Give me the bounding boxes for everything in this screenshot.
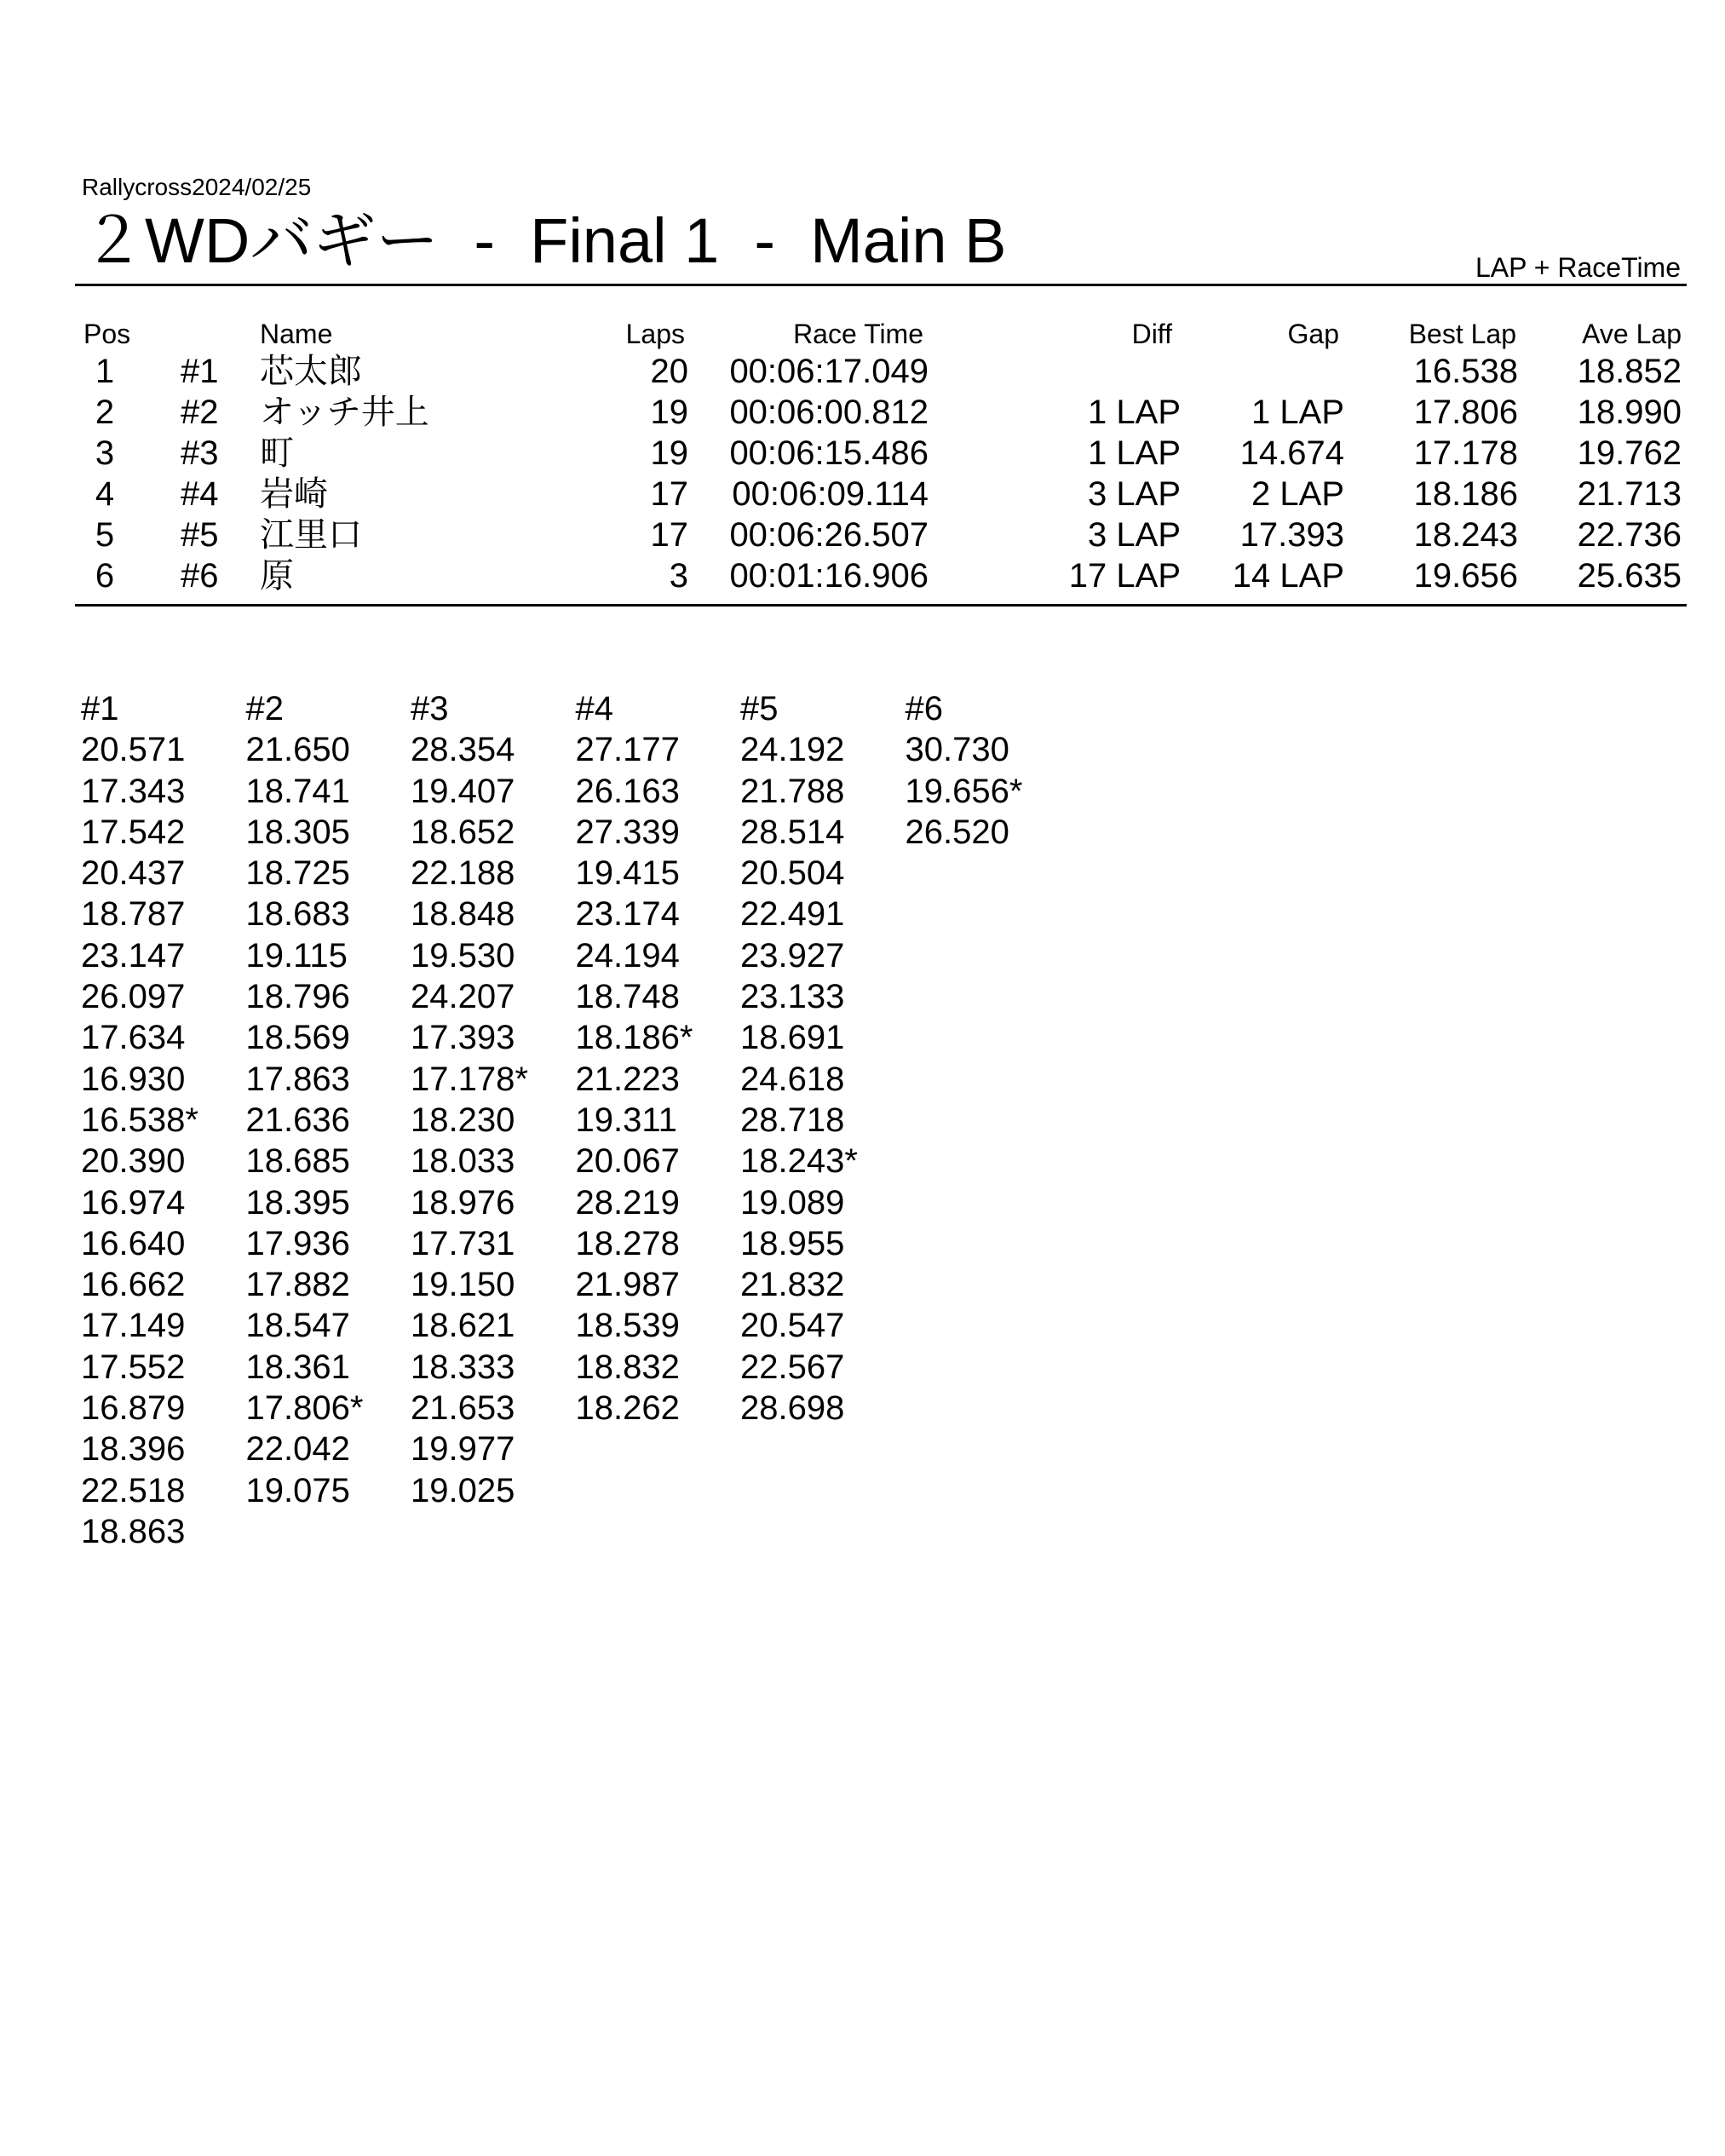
results-header-row bbox=[75, 317, 1687, 351]
lap-time: 21.832 bbox=[740, 1266, 845, 1304]
lap-time: 27.339 bbox=[575, 813, 680, 851]
lap-time: 22.042 bbox=[245, 1430, 350, 1469]
lap-time: 21.223 bbox=[575, 1060, 680, 1098]
lap-column bbox=[246, 688, 408, 1511]
lap-time: 21.987 bbox=[575, 1266, 680, 1304]
lap-time: 17.542 bbox=[81, 813, 186, 851]
lap-time: 18.395 bbox=[245, 1183, 350, 1222]
lap-column-car-number: #1 bbox=[81, 690, 119, 727]
event-label: Rallycross2024/02/25 bbox=[82, 174, 312, 200]
result-ave-lap: 18.990 bbox=[1577, 394, 1682, 431]
result-pos: 4 bbox=[95, 475, 115, 513]
result-pos: 6 bbox=[95, 557, 115, 595]
lap-time: 18.361 bbox=[245, 1348, 350, 1386]
result-row bbox=[75, 433, 1687, 474]
result-best-lap: 17.806 bbox=[1413, 394, 1518, 431]
col-header-pos: Pos bbox=[83, 319, 131, 349]
lap-time: 18.691 bbox=[740, 1019, 845, 1057]
lap-time: 20.390 bbox=[81, 1142, 186, 1181]
lap-time: 18.262 bbox=[575, 1389, 680, 1428]
lap-time: 17.863 bbox=[245, 1060, 350, 1098]
lap-time: 20.547 bbox=[740, 1307, 845, 1345]
lap-time: 17.806* bbox=[245, 1389, 364, 1428]
lap-time: 22.188 bbox=[411, 854, 515, 893]
lap-column-car-number: #4 bbox=[575, 690, 613, 727]
result-race-time: 00:06:15.486 bbox=[729, 434, 929, 472]
lap-time: 18.278 bbox=[575, 1224, 680, 1262]
lap-time: 26.097 bbox=[81, 978, 186, 1016]
result-row bbox=[75, 351, 1687, 392]
lap-time: 18.621 bbox=[411, 1307, 515, 1345]
col-header-race-time: Race Time bbox=[793, 319, 923, 349]
result-diff: 17 LAP bbox=[1068, 557, 1181, 595]
lap-time: 28.354 bbox=[411, 731, 515, 769]
result-car-number: #1 bbox=[181, 353, 219, 390]
result-best-lap: 18.243 bbox=[1413, 516, 1518, 554]
result-race-time: 00:06:00.812 bbox=[729, 394, 929, 431]
lap-time: 20.437 bbox=[81, 854, 186, 893]
lap-time: 26.520 bbox=[905, 813, 1009, 851]
result-best-lap: 19.656 bbox=[1413, 557, 1518, 595]
result-race-time: 00:01:16.906 bbox=[729, 557, 929, 595]
lap-time: 18.741 bbox=[245, 772, 350, 810]
lap-time: 20.504 bbox=[740, 854, 845, 893]
lap-time: 19.977 bbox=[411, 1430, 515, 1469]
col-header-diff: Diff bbox=[1131, 319, 1172, 349]
result-race-time: 00:06:26.507 bbox=[729, 516, 929, 554]
result-pos: 2 bbox=[95, 394, 115, 431]
result-pos: 3 bbox=[95, 434, 115, 472]
lap-time: 18.539 bbox=[575, 1307, 680, 1345]
lap-column bbox=[411, 688, 572, 1511]
lap-time: 20.571 bbox=[81, 731, 186, 769]
result-diff: 1 LAP bbox=[1088, 394, 1181, 431]
lap-time: 18.652 bbox=[411, 813, 515, 851]
lap-time: 18.796 bbox=[245, 978, 350, 1016]
lap-time: 28.718 bbox=[740, 1101, 845, 1139]
result-ave-lap: 19.762 bbox=[1577, 434, 1682, 472]
lap-time: 21.636 bbox=[245, 1101, 350, 1139]
lap-time: 18.787 bbox=[81, 895, 186, 934]
lap-time: 23.927 bbox=[740, 936, 845, 975]
lap-time: 26.163 bbox=[575, 772, 680, 810]
lap-time: 16.879 bbox=[81, 1389, 186, 1428]
lap-column-car-number: #2 bbox=[245, 690, 284, 727]
col-header-best-lap: Best Lap bbox=[1408, 319, 1516, 349]
result-car-number: #5 bbox=[181, 516, 219, 554]
result-row bbox=[75, 555, 1687, 596]
lap-time: 18.685 bbox=[245, 1142, 350, 1181]
lap-time: 16.930 bbox=[81, 1060, 186, 1098]
lap-time: 17.552 bbox=[81, 1348, 186, 1386]
result-gap: 14 LAP bbox=[1232, 557, 1344, 595]
lap-time: 18.863 bbox=[81, 1512, 186, 1550]
lap-time: 22.518 bbox=[81, 1471, 186, 1509]
lap-time: 16.640 bbox=[81, 1224, 186, 1262]
lap-time: 18.186* bbox=[575, 1019, 693, 1057]
lap-time: 24.207 bbox=[411, 978, 515, 1016]
result-car-number: #6 bbox=[181, 557, 219, 595]
lap-time: 18.848 bbox=[411, 895, 515, 934]
result-gap: 17.393 bbox=[1239, 516, 1344, 554]
lap-time: 22.491 bbox=[740, 895, 845, 934]
lap-time: 18.033 bbox=[411, 1142, 515, 1181]
lap-time: 17.149 bbox=[81, 1307, 186, 1345]
result-ave-lap: 21.713 bbox=[1577, 475, 1682, 513]
lap-time: 19.075 bbox=[245, 1471, 350, 1509]
lap-time: 17.634 bbox=[81, 1019, 186, 1057]
lap-time: 23.133 bbox=[740, 978, 845, 1016]
result-race-time: 00:06:17.049 bbox=[729, 353, 929, 390]
lap-time: 17.343 bbox=[81, 772, 186, 810]
lap-time: 24.194 bbox=[575, 936, 680, 975]
lap-time: 17.882 bbox=[245, 1266, 350, 1304]
col-header-laps: Laps bbox=[625, 319, 685, 349]
lap-time: 19.025 bbox=[411, 1471, 515, 1509]
result-diff: 3 LAP bbox=[1088, 516, 1181, 554]
result-best-lap: 16.538 bbox=[1413, 353, 1518, 390]
results-table bbox=[75, 317, 1687, 596]
lap-time: 18.333 bbox=[411, 1348, 515, 1386]
lap-time: 18.396 bbox=[81, 1430, 186, 1469]
lap-time: 18.683 bbox=[245, 895, 350, 934]
result-gap: 14.674 bbox=[1239, 434, 1344, 472]
lap-time: 28.219 bbox=[575, 1183, 680, 1222]
lap-time: 18.748 bbox=[575, 978, 680, 1016]
lap-time: 21.650 bbox=[245, 731, 350, 769]
lap-time: 18.547 bbox=[245, 1307, 350, 1345]
lap-column-car-number: #3 bbox=[411, 690, 449, 727]
result-diff: 3 LAP bbox=[1088, 475, 1181, 513]
result-gap: 2 LAP bbox=[1251, 475, 1344, 513]
lap-time: 30.730 bbox=[905, 731, 1009, 769]
lap-time: 18.569 bbox=[245, 1019, 350, 1057]
result-laps: 20 bbox=[650, 353, 688, 390]
lap-time: 23.147 bbox=[81, 936, 186, 975]
result-driver-name: 原 bbox=[260, 557, 294, 595]
lap-column-car-number: #5 bbox=[740, 690, 779, 727]
lap-time: 19.089 bbox=[740, 1183, 845, 1222]
col-header-ave-lap: Ave Lap bbox=[1582, 319, 1682, 349]
result-row bbox=[75, 474, 1687, 515]
result-row bbox=[75, 515, 1687, 555]
result-row bbox=[75, 392, 1687, 433]
lap-time: 17.178* bbox=[411, 1060, 528, 1098]
lap-time: 16.974 bbox=[81, 1183, 186, 1222]
lap-time: 21.788 bbox=[740, 772, 845, 810]
lap-column bbox=[740, 688, 902, 1429]
result-race-time: 00:06:09.114 bbox=[732, 475, 929, 513]
result-laps: 17 bbox=[650, 516, 688, 554]
lap-time: 24.618 bbox=[740, 1060, 845, 1098]
result-driver-name: 町 bbox=[260, 434, 294, 472]
col-header-gap: Gap bbox=[1287, 319, 1339, 349]
result-laps: 3 bbox=[669, 557, 688, 595]
result-pos: 1 bbox=[95, 353, 115, 390]
lap-time: 18.955 bbox=[740, 1224, 845, 1262]
result-driver-name: 江里口 bbox=[260, 516, 362, 554]
lap-time: 17.936 bbox=[245, 1224, 350, 1262]
result-pos: 5 bbox=[95, 516, 115, 554]
lap-column bbox=[576, 688, 738, 1429]
lap-time: 18.305 bbox=[245, 813, 350, 851]
lap-time: 18.725 bbox=[245, 854, 350, 893]
result-laps: 19 bbox=[650, 394, 688, 431]
result-best-lap: 18.186 bbox=[1413, 475, 1518, 513]
lap-column-car-number: #6 bbox=[905, 690, 943, 727]
lap-time: 17.731 bbox=[411, 1224, 515, 1262]
result-driver-name: 芯太郎 bbox=[260, 353, 362, 390]
result-ave-lap: 25.635 bbox=[1577, 557, 1682, 595]
result-gap: 1 LAP bbox=[1251, 394, 1344, 431]
result-ave-lap: 22.736 bbox=[1577, 516, 1682, 554]
lap-time: 22.567 bbox=[740, 1348, 845, 1386]
result-driver-name: オッチ井上 bbox=[260, 394, 429, 431]
lap-time: 27.177 bbox=[575, 731, 680, 769]
lap-time: 19.115 bbox=[245, 936, 348, 975]
lap-time: 19.150 bbox=[411, 1266, 515, 1304]
lap-time: 18.976 bbox=[411, 1183, 515, 1222]
result-best-lap: 17.178 bbox=[1413, 434, 1518, 472]
results-divider bbox=[75, 604, 1687, 607]
page-title: ２WDバギー - Final 1 - Main B bbox=[82, 205, 1007, 276]
lap-time: 16.538* bbox=[81, 1101, 198, 1139]
timing-mode-label: LAP + RaceTime bbox=[1475, 252, 1681, 283]
lap-time: 19.656* bbox=[905, 772, 1023, 810]
lap-time: 18.230 bbox=[411, 1101, 515, 1139]
lap-column bbox=[81, 688, 243, 1552]
lap-time: 18.832 bbox=[575, 1348, 680, 1386]
lap-time: 21.653 bbox=[411, 1389, 515, 1428]
lap-time: 19.415 bbox=[575, 854, 680, 893]
lap-time: 20.067 bbox=[575, 1142, 680, 1181]
lap-time: 18.243* bbox=[740, 1142, 858, 1181]
header-divider bbox=[75, 284, 1687, 286]
lap-time: 28.698 bbox=[740, 1389, 845, 1428]
result-car-number: #4 bbox=[181, 475, 219, 513]
result-car-number: #2 bbox=[181, 394, 219, 431]
result-car-number: #3 bbox=[181, 434, 219, 472]
result-laps: 17 bbox=[650, 475, 688, 513]
result-driver-name: 岩崎 bbox=[260, 475, 328, 513]
lap-time: 23.174 bbox=[575, 895, 680, 934]
lap-time: 19.407 bbox=[411, 772, 515, 810]
result-laps: 19 bbox=[650, 434, 688, 472]
result-diff: 1 LAP bbox=[1088, 434, 1181, 472]
lap-time: 16.662 bbox=[81, 1266, 186, 1304]
lap-time: 17.393 bbox=[411, 1019, 515, 1057]
lap-time: 28.514 bbox=[740, 813, 845, 851]
result-ave-lap: 18.852 bbox=[1577, 353, 1682, 390]
lap-column bbox=[906, 688, 1067, 853]
col-header-name: Name bbox=[260, 319, 333, 349]
lap-time: 19.311 bbox=[575, 1101, 677, 1139]
lap-time: 24.192 bbox=[740, 731, 845, 769]
lap-time: 19.530 bbox=[411, 936, 515, 975]
